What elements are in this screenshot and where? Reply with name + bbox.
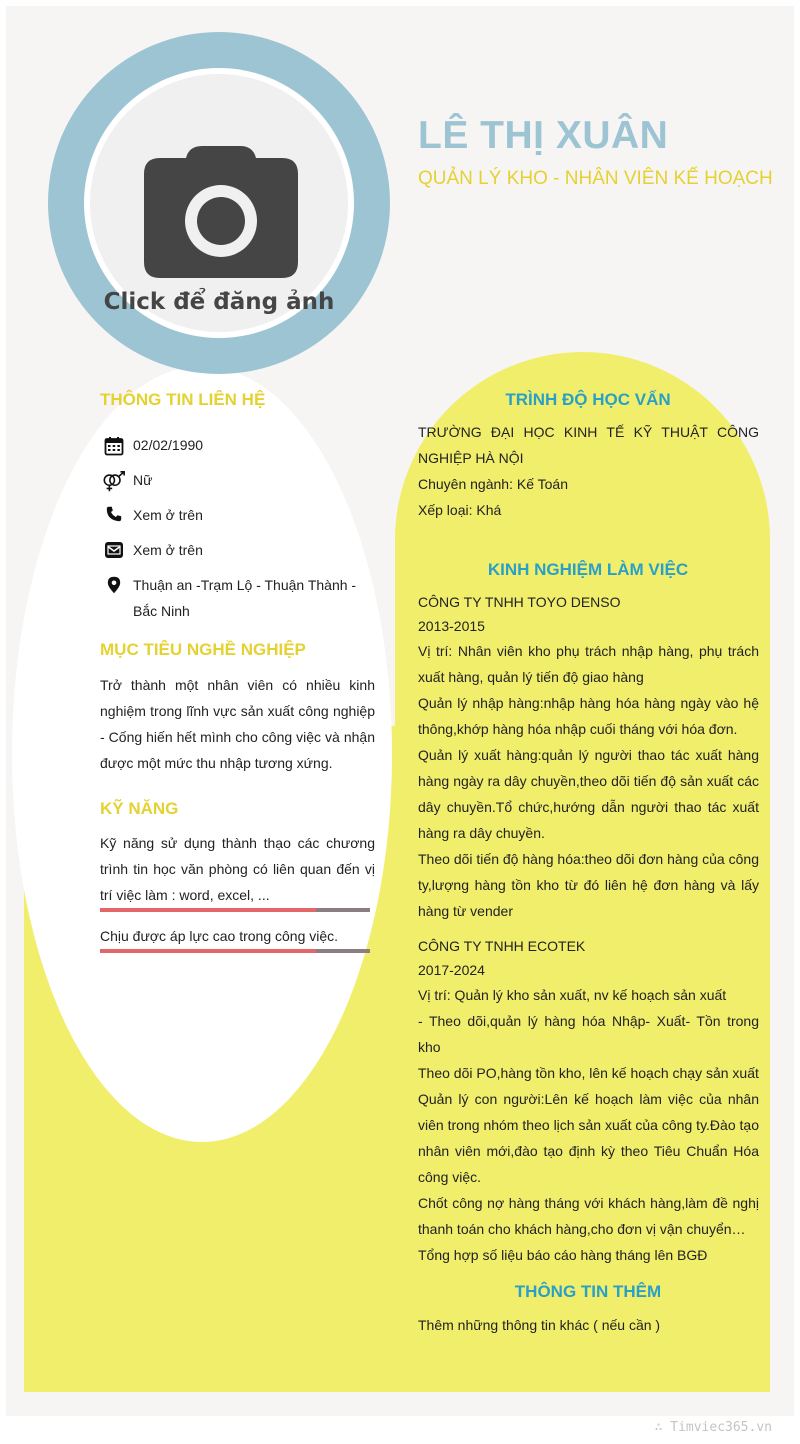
contact-heading: THÔNG TIN LIÊN HỆ xyxy=(100,390,266,409)
avatar-ring xyxy=(48,32,390,374)
education-block xyxy=(418,419,759,523)
job-detail: Vị trí: Nhân viên kho phụ trách nhập hàng, phụ trách xuất hàng, quản lý tiến độ giao hàng xyxy=(418,643,759,685)
skill-level-bar xyxy=(100,949,370,953)
job-detail: Chốt công nợ hàng tháng với khách hàng,làm đề nghị thanh toán cho khách hàng,cho đơn vị vận chuyển… xyxy=(418,1195,759,1237)
birthday-value: 02/02/1990 xyxy=(133,437,204,453)
objective-text: Trở thành một nhân viên có nhiều kinh nghiệm trong lĩnh vực sản xuất công nghiệp - Cống hiến hết mình cho công việc và nhận được một mức thu nhập tương xứng. xyxy=(100,677,375,771)
school-name: TRƯỜNG ĐẠI HỌC KINH TẾ KỸ THUẬT CÔNG NGHIỆP HÀ NỘI xyxy=(418,424,759,466)
camera-icon xyxy=(142,144,300,280)
company-name: CÔNG TY TNHH ECOTEK xyxy=(418,938,586,954)
job-detail: Tổng hợp số liệu báo cáo hàng tháng lên BGĐ xyxy=(418,1247,708,1263)
job-detail: - Theo dõi,quản lý hàng hóa Nhập- Xuất- Tồn trong kho xyxy=(418,1013,759,1055)
avatar-border xyxy=(84,68,354,338)
job-entry xyxy=(418,934,759,1268)
job-title: QUẢN LÝ KHO - NHÂN VIÊN KẾ HOẠCH xyxy=(418,168,773,189)
location-icon xyxy=(102,576,126,594)
company-name: CÔNG TY TNHH TOYO DENSO xyxy=(418,594,621,610)
skill-level-bar xyxy=(100,908,370,912)
gender-value: Nữ xyxy=(133,472,153,488)
phone-value: Xem ở trên xyxy=(133,507,203,523)
education-heading: TRÌNH ĐỘ HỌC VẤN xyxy=(505,390,671,409)
email-row xyxy=(102,541,203,563)
job-detail: Theo dõi PO,hàng tồn kho, lên kế hoạch chạy sản xuất xyxy=(418,1065,759,1081)
skill-item-text: Kỹ năng sử dụng thành thạo các chương trình tin học văn phòng có liên quan đến vị trí việc làm : word, excel, ... xyxy=(100,835,375,903)
candidate-name: LÊ THỊ XUÂN xyxy=(418,114,669,157)
skill-level-fill xyxy=(100,908,316,912)
address-row xyxy=(102,576,382,624)
additional-block xyxy=(418,1312,759,1338)
education-major: Chuyên ngành: Kế Toán xyxy=(418,476,568,492)
education-grade: Xếp loại: Khá xyxy=(418,502,502,518)
job-entry xyxy=(418,590,759,924)
additional-text: Thêm những thông tin khác ( nếu cần ) xyxy=(418,1317,661,1333)
email-value: Xem ở trên xyxy=(133,542,203,558)
gender-icon xyxy=(102,471,126,493)
calendar-icon xyxy=(102,436,126,456)
skills-heading: KỸ NĂNG xyxy=(100,799,179,818)
birthday-row xyxy=(102,436,203,458)
gender-row xyxy=(102,471,152,493)
watermark[interactable]: ∴ Timviec365.vn xyxy=(654,1420,772,1435)
objective-heading: MỤC TIÊU NGHỀ NGHIỆP xyxy=(100,640,306,659)
email-icon xyxy=(102,541,126,559)
job-detail: Quản lý con người:Lên kế hoạch làm việc của nhân viên trong nhóm theo lịch sản xuất của công ty.Đào tạo nhân viên mới,đào tạo định kỳ theo Tiêu Chuẩn Hóa công việc. xyxy=(418,1091,759,1185)
address-value: Thuận an -Trạm Lộ - Thuận Thành - Bắc Ninh xyxy=(133,577,357,619)
upload-photo-label[interactable]: Click để đăng ảnh xyxy=(103,289,335,315)
skill-level-fill xyxy=(100,949,316,953)
skill-item-text: Chịu được áp lực cao trong công việc. xyxy=(100,928,339,944)
job-period: 2017-2024 xyxy=(418,962,485,978)
job-detail: Quản lý nhập hàng:nhập hàng hóa hàng ngày vào hệ thông,khớp hàng hóa nhập cuối tháng với hóa đơn. xyxy=(418,695,759,737)
job-detail: Vị trí: Quản lý kho sản xuất, nv kế hoạch sản xuất xyxy=(418,987,727,1003)
phone-row xyxy=(102,506,203,528)
photo-upload[interactable] xyxy=(90,74,348,332)
cv-page xyxy=(6,6,794,1416)
job-period: 2013-2015 xyxy=(418,618,485,634)
additional-heading: THÔNG TIN THÊM xyxy=(514,1282,662,1301)
job-detail: Theo dõi tiến độ hàng hóa:theo dõi đơn hàng của công ty,lượng hàng tồn kho từ đó liên hệ đơn hàng và lấy hàng từ vender xyxy=(418,851,759,919)
phone-icon xyxy=(102,506,126,522)
job-detail: Quản lý xuất hàng:quản lý người thao tác xuất hàng hàng ngày ra dây chuyền,theo dõi tiến độ sản xuất các dây chuyền.Tổ chức,hướng dẫn người thao tác xuất hàng ra dây chuyền. xyxy=(418,747,759,841)
experience-heading: KINH NGHIỆM LÀM VIỆC xyxy=(487,560,689,579)
